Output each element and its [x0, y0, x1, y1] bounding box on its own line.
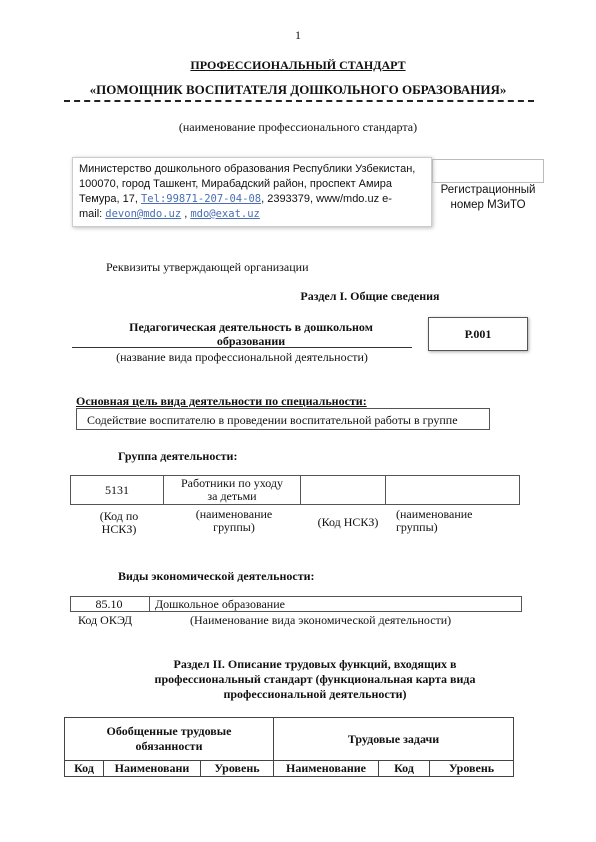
col-task-level: Уровень [430, 761, 514, 777]
section-1-title: Раздел I. Общие сведения [300, 289, 440, 303]
group-name-note-line-1: (наименование [195, 507, 273, 521]
goal-box: Содействие воспитателю в проведении воспитательной работы в группе [76, 408, 490, 430]
standard-name-note: (наименование профессионального стандарта) [178, 120, 418, 134]
functional-map-table [64, 717, 514, 777]
group-code-2-note: (Код НСКЗ) [317, 515, 379, 529]
group-label: Группа деятельности: [118, 449, 238, 463]
economic-name-note: (Наименование вида экономической деятельности) [190, 613, 452, 627]
section-2-line-3: профессиональной деятельности) [223, 687, 407, 701]
activity-note: (название вида профессиональной деятельности) [116, 350, 368, 364]
group-name-2-cell [386, 476, 520, 505]
col-task-name: Наименование [274, 761, 379, 777]
generalized-duties-header [65, 718, 274, 761]
group-code-note-line-2: НСКЗ) [101, 522, 137, 536]
requisites-text: Реквизиты утверждающей организации [106, 260, 309, 274]
email-label: mail: [79, 208, 106, 220]
registration-label-line-1: Регистрационный [440, 184, 536, 196]
goal-label: Основная цель вида деятельности по специальности: [76, 394, 367, 408]
col-level: Уровень [201, 761, 274, 777]
col-task-code: Код [379, 761, 430, 777]
group-table [70, 475, 520, 505]
email-link-2[interactable]: mdo@exat.uz [190, 208, 260, 220]
page-number: 1 [295, 28, 301, 42]
group-name-2-note-line-2: группы) [396, 520, 438, 534]
phone-link[interactable]: Tel:99871-207-04-08 [140, 193, 262, 205]
generalized-duties-line-2: обязанности [135, 739, 203, 753]
group-name-2-note-line-1: (наименование [396, 507, 473, 521]
registration-label-line-2: номер МЗиТО [450, 199, 526, 211]
economic-row [70, 596, 522, 612]
section-2-title [130, 657, 500, 702]
ministry-line-3-post: , 2393379, www/mdo.uz e- [261, 193, 392, 205]
activity-name [100, 320, 402, 348]
activity-name-line-2: образовании [216, 334, 286, 348]
group-code-note-line-1: (Код по [99, 509, 139, 523]
group-name-cell [164, 476, 301, 505]
document-title: ПРОФЕССИОНАЛЬНЫЙ СТАНДАРТ [190, 58, 406, 72]
ministry-line-1: Министерство дошкольного образования Республики Узбекистан, [79, 163, 416, 175]
economic-code-note: Код ОКЭД [78, 613, 133, 627]
economic-separator [149, 597, 150, 611]
economic-code: 85.10 [95, 597, 123, 611]
section-2-line-2: профессиональный стандарт (функциональная карта вида [154, 672, 476, 686]
col-name: Наименовани [104, 761, 201, 777]
group-name-note [166, 508, 302, 534]
economic-label: Виды экономической деятельности: [118, 569, 315, 583]
activity-name-line-1: Педагогическая деятельность в дошкольном [129, 320, 373, 334]
ministry-info-box [72, 157, 432, 227]
ministry-line-3-pre: Темура, 17, [79, 193, 141, 205]
group-code-note [74, 510, 164, 536]
section-2-line-1: Раздел II. Описание трудовых функций, входящих в [173, 657, 457, 671]
standard-name: «ПОМОЩНИК ВОСПИТАТЕЛЯ ДОШКОЛЬНОГО ОБРАЗОВАНИЯ» [89, 82, 507, 97]
group-name-2-note [396, 508, 506, 534]
group-code-cell: 5131 [71, 476, 164, 505]
economic-name: Дошкольное образование [155, 597, 285, 611]
registration-number-box [432, 159, 544, 183]
dashed-divider [64, 100, 534, 102]
group-name-line-1: Работники по уходу [180, 476, 283, 490]
activity-underline [72, 347, 412, 348]
ministry-line-3 [79, 192, 425, 207]
group-name-note-line-2: группы) [213, 520, 255, 534]
ministry-line-2: 100070, город Ташкент, Мирабадский район, проспект Амира [79, 178, 392, 190]
registration-label [432, 183, 544, 213]
email-separator: , [181, 208, 191, 220]
col-code: Код [65, 761, 104, 777]
activity-code-box: Р.001 [428, 317, 528, 351]
generalized-duties-line-1: Обобщенные трудовые [106, 724, 232, 738]
group-code-2-cell [301, 476, 386, 505]
ministry-line-4 [79, 207, 425, 222]
labor-tasks-header: Трудовые задачи [274, 718, 514, 761]
group-name-line-2: за детьми [207, 489, 257, 503]
email-link-1[interactable]: devon@mdo.uz [105, 208, 182, 220]
